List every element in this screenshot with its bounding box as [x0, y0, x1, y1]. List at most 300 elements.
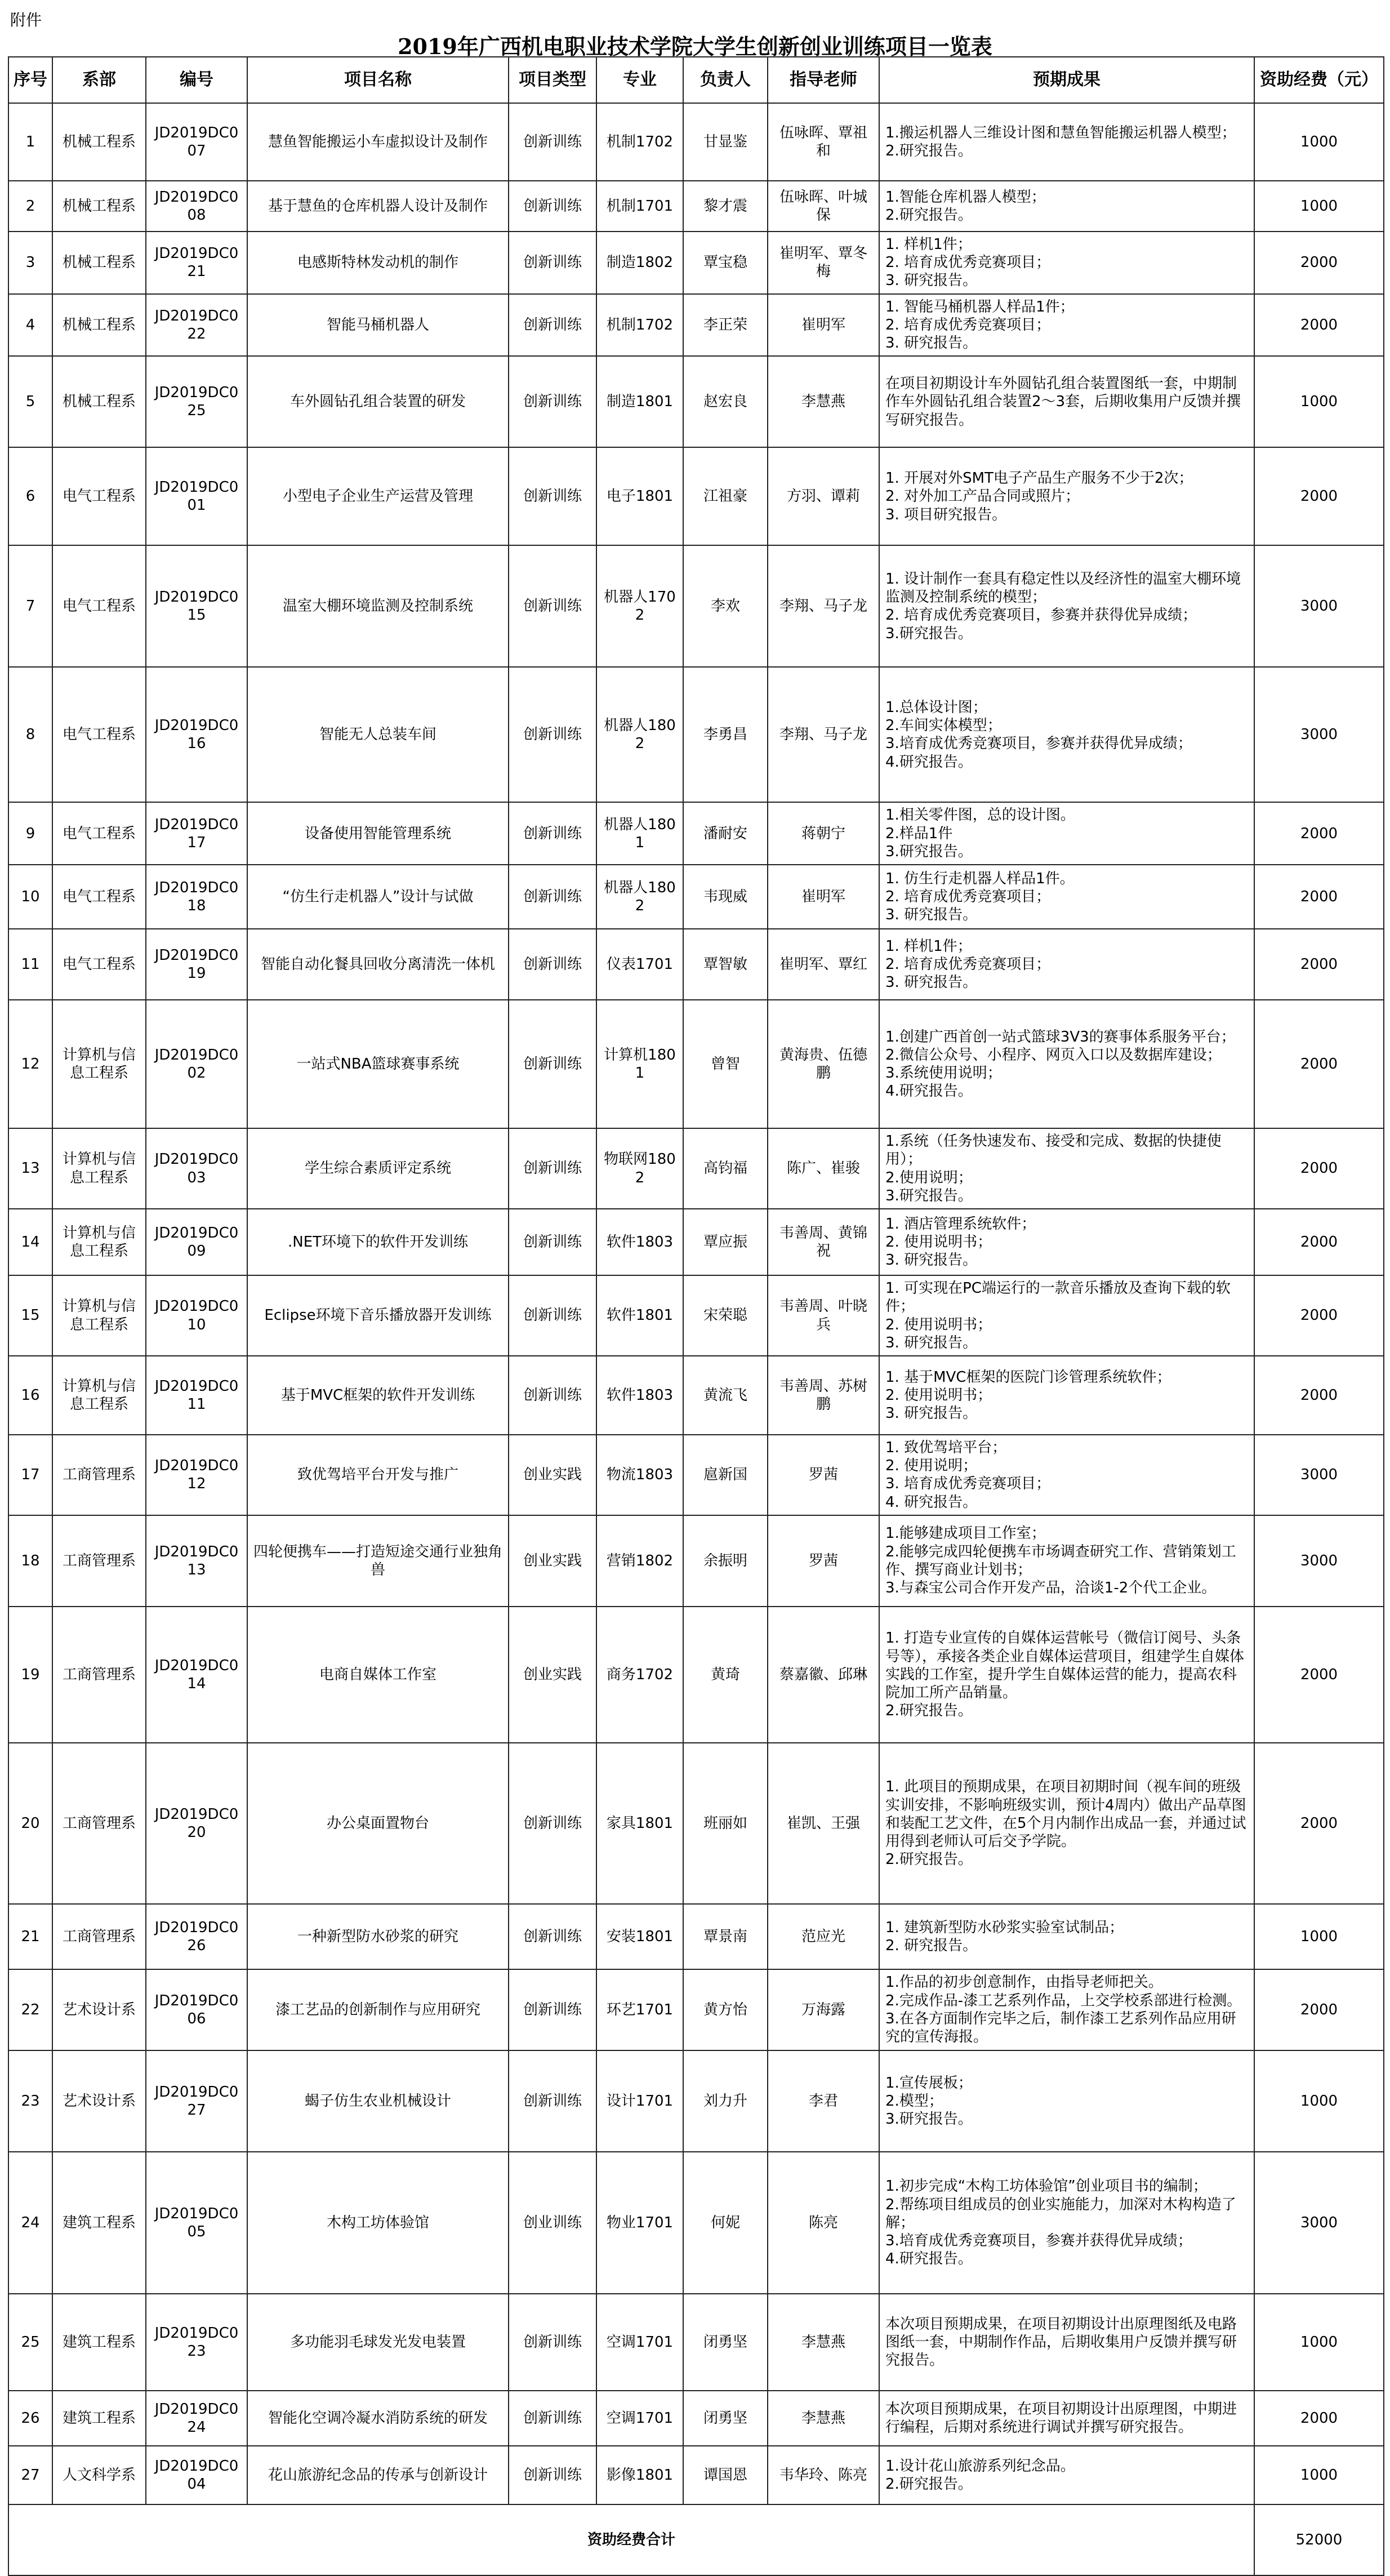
cell-outcome — [879, 545, 1254, 667]
cell-index: 11 — [8, 929, 52, 1000]
cell-funding: 2000 — [1254, 232, 1384, 294]
table-row — [8, 2446, 1384, 2504]
cell-type: 创新训练 — [509, 929, 596, 1000]
cell-code: JD2019DC004 — [146, 2446, 247, 2504]
cell-outcome — [879, 1743, 1254, 1904]
cell-leader: 宋荣聪 — [683, 1275, 768, 1356]
cell-name: 智能无人总装车间 — [247, 667, 509, 802]
cell-major: 机制1702 — [596, 103, 683, 181]
cell-major: 机制1701 — [596, 181, 683, 232]
cell-funding: 2000 — [1254, 865, 1384, 929]
cell-funding: 2000 — [1254, 1128, 1384, 1209]
outcome-line: 2. 培育成优秀竞赛项目； — [885, 254, 1051, 272]
outcome-line: 1. 可实现在PC端运行的一款音乐播放及查询下载的软件； — [885, 1280, 1231, 1315]
cell-department: 计算机与信息工程系 — [52, 1356, 146, 1435]
cell-department: 电气工程系 — [52, 929, 146, 1000]
cell-leader: 韦现威 — [683, 865, 768, 929]
cell-code: JD2019DC007 — [146, 103, 247, 181]
table-row — [8, 1128, 1384, 1209]
cell-department: 机械工程系 — [52, 294, 146, 357]
outcome-line: 4. 研究报告。 — [885, 1493, 978, 1511]
cell-department: 电气工程系 — [52, 447, 146, 545]
table-row — [8, 1356, 1384, 1435]
cell-index: 14 — [8, 1209, 52, 1275]
cell-leader: 黎才震 — [683, 181, 768, 232]
cell-index: 7 — [8, 545, 52, 667]
cell-index: 10 — [8, 865, 52, 929]
header-advisor: 指导老师 — [768, 57, 879, 103]
cell-major: 机器人1802 — [596, 667, 683, 802]
header-leader: 负责人 — [683, 57, 768, 103]
cell-type: 创新训练 — [509, 2294, 596, 2391]
cell-advisor: 蔡嘉徽、邱琳 — [768, 1607, 879, 1743]
outcome-line: 2.研究报告。 — [885, 143, 973, 159]
cell-name: 小型电子企业生产运营及管理 — [247, 447, 509, 545]
cell-advisor: 李君 — [768, 2050, 879, 2152]
cell-index: 27 — [8, 2446, 52, 2504]
outcome-line: 2.车间实体模型； — [885, 717, 1002, 735]
cell-code: JD2019DC017 — [146, 802, 247, 865]
cell-outcome — [879, 1275, 1254, 1356]
cell-code: JD2019DC011 — [146, 1356, 247, 1435]
cell-code: JD2019DC020 — [146, 1743, 247, 1904]
cell-funding: 2000 — [1254, 1607, 1384, 1743]
outcome-line: 2. 培育成优秀竞赛项目； — [885, 888, 1051, 905]
cell-code: JD2019DC002 — [146, 1000, 247, 1128]
cell-index: 13 — [8, 1128, 52, 1209]
cell-leader: 何妮 — [683, 2152, 768, 2294]
cell-leader: 覃宝稳 — [683, 232, 768, 294]
cell-type: 创新训练 — [509, 865, 596, 929]
cell-advisor: 李慧燕 — [768, 2294, 879, 2391]
cell-advisor: 方羽、谭莉 — [768, 447, 879, 545]
project-table — [8, 56, 1384, 2576]
table-body — [8, 103, 1384, 2504]
outcome-line: 1. 致优驾培平台； — [885, 1439, 1007, 1456]
outcome-line: 1. 样机1件； — [885, 937, 972, 955]
outcome-line: 2.模型； — [885, 2092, 943, 2110]
cell-type: 创新训练 — [509, 2050, 596, 2152]
outcome-line: 1. 此项目的预期成果，在项目初期时间（视车间的班级实训安排，不影响班级实训，预计4周内）做出产品草图和装配工艺文件，在5个月内制作出成品一套，并通过试用得到老师认可后交予学院。 — [885, 1778, 1246, 1850]
header-index: 序号 — [8, 57, 52, 103]
cell-index: 3 — [8, 232, 52, 294]
outcome-line: 2.能够完成四轮便携车市场调查研究工作、营销策划工作、撰写商业计划书； — [885, 1543, 1236, 1578]
cell-major: 机器人1802 — [596, 865, 683, 929]
cell-index: 4 — [8, 294, 52, 357]
outcome-line: 在项目初期设计车外圆钻孔组合装置图纸一套，中期制作车外圆钻孔组合装置2～3套，后期收集用户反馈并撰写研究报告。 — [885, 375, 1241, 429]
cell-type: 创新训练 — [509, 232, 596, 294]
cell-name: 电商自媒体工作室 — [247, 1607, 509, 1743]
table-row — [8, 929, 1384, 1000]
cell-index: 1 — [8, 103, 52, 181]
outcome-line: 1.相关零件图，总的设计图。 — [885, 807, 1075, 824]
cell-department: 电气工程系 — [52, 667, 146, 802]
cell-index: 23 — [8, 2050, 52, 2152]
cell-code: JD2019DC016 — [146, 667, 247, 802]
cell-advisor: 韦善周、黄锦祝 — [768, 1209, 879, 1275]
outcome-line: 3. 研究报告。 — [885, 272, 978, 290]
cell-type: 创新训练 — [509, 103, 596, 181]
table-row — [8, 1209, 1384, 1275]
outcome-line: 1.智能仓库机器人模型； — [885, 188, 1046, 206]
cell-outcome — [879, 1435, 1254, 1515]
cell-leader: 甘显鉴 — [683, 103, 768, 181]
annex-label: 附件 — [10, 11, 42, 29]
cell-outcome — [879, 1969, 1254, 2050]
table-row — [8, 1435, 1384, 1515]
cell-major: 环艺1701 — [596, 1969, 683, 2050]
cell-name: “仿生行走机器人”设计与试做 — [247, 865, 509, 929]
cell-leader: 赵宏良 — [683, 356, 768, 447]
cell-major: 制造1802 — [596, 232, 683, 294]
cell-outcome — [879, 929, 1254, 1000]
cell-index: 17 — [8, 1435, 52, 1515]
cell-type: 创新训练 — [509, 2446, 596, 2504]
cell-code: JD2019DC022 — [146, 294, 247, 357]
header-row — [8, 57, 1384, 103]
outcome-line: 2. 使用说明； — [885, 1457, 978, 1475]
cell-funding: 1000 — [1254, 2446, 1384, 2504]
cell-advisor: 李慧燕 — [768, 2391, 879, 2446]
cell-major: 商务1702 — [596, 1607, 683, 1743]
cell-index: 5 — [8, 356, 52, 447]
cell-outcome — [879, 294, 1254, 357]
cell-outcome — [879, 2294, 1254, 2391]
outcome-line: 3.研究报告。 — [885, 2111, 973, 2128]
cell-name: 办公桌面置物台 — [247, 1743, 509, 1904]
cell-major: 空调1701 — [596, 2294, 683, 2391]
cell-outcome — [879, 1128, 1254, 1209]
cell-advisor: 崔凯、王强 — [768, 1743, 879, 1904]
cell-funding: 2000 — [1254, 447, 1384, 545]
cell-code: JD2019DC027 — [146, 2050, 247, 2152]
cell-department: 电气工程系 — [52, 865, 146, 929]
cell-department: 工商管理系 — [52, 1743, 146, 1904]
cell-leader: 黄方怡 — [683, 1969, 768, 2050]
cell-department: 工商管理系 — [52, 1904, 146, 1969]
table-row — [8, 447, 1384, 545]
cell-type: 创新训练 — [509, 181, 596, 232]
table-row — [8, 2152, 1384, 2294]
cell-name: 车外圆钻孔组合装置的研发 — [247, 356, 509, 447]
outcome-line: 2. 研究报告。 — [885, 1937, 978, 1954]
cell-name: 基于MVC框架的软件开发训练 — [247, 1356, 509, 1435]
cell-index: 26 — [8, 2391, 52, 2446]
cell-major: 物联网1802 — [596, 1128, 683, 1209]
cell-advisor: 蒋朝宁 — [768, 802, 879, 865]
outcome-line: 2.研究报告。 — [885, 2475, 973, 2493]
outcome-line: 3.研究报告。 — [885, 625, 973, 642]
cell-leader: 黄琦 — [683, 1607, 768, 1743]
outcome-line: 1. 建筑新型防水砂浆实验室试制品； — [885, 1919, 1124, 1936]
outcome-line: 1. 打造专业宣传的自媒体运营帐号（微信订阅号、头条号等），承接各类企业自媒体运营项目，组建学生自媒体实践的工作室，提升学生自媒体运营的能力，提高农科院加工所产品销量。 — [885, 1630, 1245, 1702]
outcome-line: 3.研究报告。 — [885, 843, 973, 860]
cell-outcome — [879, 1209, 1254, 1275]
cell-code: JD2019DC014 — [146, 1607, 247, 1743]
cell-type: 创业训练 — [509, 2152, 596, 2294]
cell-major: 计算机1801 — [596, 1000, 683, 1128]
table-row — [8, 2050, 1384, 2152]
total-label: 资助经费合计 — [8, 2504, 1254, 2575]
cell-type: 创新训练 — [509, 1128, 596, 1209]
cell-advisor: 万海露 — [768, 1969, 879, 2050]
cell-leader: 扈新国 — [683, 1435, 768, 1515]
cell-outcome — [879, 2152, 1254, 2294]
cell-advisor: 陈广、崔骏 — [768, 1128, 879, 1209]
cell-funding: 1000 — [1254, 103, 1384, 181]
cell-department: 建筑工程系 — [52, 2294, 146, 2391]
outcome-line: 2.完成作品-漆工艺系列作品，上交学校系部进行检测。 — [885, 1992, 1242, 2009]
cell-advisor: 韦华玲、陈亮 — [768, 2446, 879, 2504]
cell-advisor: 黄海贵、伍德鹏 — [768, 1000, 879, 1128]
cell-index: 2 — [8, 181, 52, 232]
table-row — [8, 356, 1384, 447]
cell-name: 慧鱼智能搬运小车虚拟设计及制作 — [247, 103, 509, 181]
outcome-line: 2. 对外加工产品合同或照片； — [885, 488, 1080, 505]
outcome-line: 3. 研究报告。 — [885, 974, 978, 991]
outcome-line: 2. 培育成优秀竞赛项目，参赛并获得优异成绩； — [885, 607, 1197, 624]
table-row — [8, 294, 1384, 357]
header-code: 编号 — [146, 57, 247, 103]
cell-department: 机械工程系 — [52, 356, 146, 447]
outcome-line: 1.宣传展板； — [885, 2074, 973, 2092]
cell-index: 8 — [8, 667, 52, 802]
cell-name: 智能自动化餐具回收分离清洗一体机 — [247, 929, 509, 1000]
cell-leader: 闭勇坚 — [683, 2391, 768, 2446]
outcome-line: 2. 使用说明书； — [885, 1233, 992, 1251]
cell-leader: 曾智 — [683, 1000, 768, 1128]
cell-code: JD2019DC025 — [146, 356, 247, 447]
cell-type: 创新训练 — [509, 1904, 596, 1969]
outcome-line: 3. 研究报告。 — [885, 1405, 978, 1422]
outcome-line: 4.研究报告。 — [885, 1083, 973, 1100]
cell-department: 工商管理系 — [52, 1435, 146, 1515]
cell-funding: 3000 — [1254, 1435, 1384, 1515]
cell-index: 16 — [8, 1356, 52, 1435]
cell-advisor: 罗茜 — [768, 1515, 879, 1607]
cell-advisor: 李翔、马子龙 — [768, 545, 879, 667]
cell-index: 19 — [8, 1607, 52, 1743]
outcome-line: 本次项目预期成果，在项目初期设计出原理图纸及电路图纸一套，中期制作作品，后期收集用户反馈并撰写研究报告。 — [885, 2315, 1237, 2369]
cell-funding: 2000 — [1254, 1356, 1384, 1435]
cell-department: 机械工程系 — [52, 181, 146, 232]
cell-major: 软件1803 — [596, 1356, 683, 1435]
cell-code: JD2019DC010 — [146, 1275, 247, 1356]
cell-major: 物流1803 — [596, 1435, 683, 1515]
cell-outcome — [879, 2050, 1254, 2152]
cell-index: 18 — [8, 1515, 52, 1607]
cell-code: JD2019DC019 — [146, 929, 247, 1000]
cell-code: JD2019DC012 — [146, 1435, 247, 1515]
cell-funding: 2000 — [1254, 1275, 1384, 1356]
outcome-line: 1. 基于MVC框架的医院门诊管理系统软件； — [885, 1368, 1171, 1386]
cell-department: 建筑工程系 — [52, 2152, 146, 2294]
cell-code: JD2019DC026 — [146, 1904, 247, 1969]
cell-type: 创业实践 — [509, 1515, 596, 1607]
cell-index: 6 — [8, 447, 52, 545]
table-row — [8, 1904, 1384, 1969]
cell-leader: 李勇昌 — [683, 667, 768, 802]
cell-code: JD2019DC013 — [146, 1515, 247, 1607]
outcome-line: 1.设计花山旅游系列纪念品。 — [885, 2457, 1075, 2475]
cell-type: 创新训练 — [509, 1000, 596, 1128]
cell-department: 计算机与信息工程系 — [52, 1128, 146, 1209]
cell-name: 致优驾培平台开发与推广 — [247, 1435, 509, 1515]
outcome-line: 3. 项目研究报告。 — [885, 506, 1007, 523]
cell-major: 机器人1702 — [596, 545, 683, 667]
cell-department: 工商管理系 — [52, 1515, 146, 1607]
cell-type: 创新训练 — [509, 294, 596, 357]
table-row — [8, 802, 1384, 865]
cell-department: 计算机与信息工程系 — [52, 1275, 146, 1356]
outcome-line: 2. 使用说明书； — [885, 1386, 992, 1404]
outcome-line: 3. 研究报告。 — [885, 1334, 978, 1351]
cell-outcome — [879, 865, 1254, 929]
cell-outcome — [879, 1515, 1254, 1607]
outcome-line: 2.研究报告。 — [885, 1702, 973, 1720]
cell-index: 15 — [8, 1275, 52, 1356]
cell-major: 软件1803 — [596, 1209, 683, 1275]
cell-outcome — [879, 2391, 1254, 2446]
cell-index: 12 — [8, 1000, 52, 1128]
header-outcome: 预期成果 — [879, 57, 1254, 103]
cell-department: 艺术设计系 — [52, 2050, 146, 2152]
cell-outcome — [879, 1904, 1254, 1969]
cell-leader: 覃景南 — [683, 1904, 768, 1969]
header-department: 系部 — [52, 57, 146, 103]
cell-leader: 覃应振 — [683, 1209, 768, 1275]
cell-funding: 3000 — [1254, 2152, 1384, 2294]
cell-name: 温室大棚环境监测及控制系统 — [247, 545, 509, 667]
cell-funding: 1000 — [1254, 356, 1384, 447]
header-type: 项目类型 — [509, 57, 596, 103]
cell-type: 创新训练 — [509, 1209, 596, 1275]
cell-outcome — [879, 1607, 1254, 1743]
cell-leader: 高钧福 — [683, 1128, 768, 1209]
cell-outcome — [879, 356, 1254, 447]
cell-name: .NET环境下的软件开发训练 — [247, 1209, 509, 1275]
outcome-line: 1.能够建成项目工作室； — [885, 1525, 1046, 1542]
cell-leader: 刘力升 — [683, 2050, 768, 2152]
outcome-line: 3.研究报告。 — [885, 1187, 973, 1204]
cell-department: 建筑工程系 — [52, 2391, 146, 2446]
outcome-line: 3.与森宝公司合作开发产品，洽谈1-2个代工企业。 — [885, 1580, 1217, 1597]
cell-name: 基于慧鱼的仓库机器人设计及制作 — [247, 181, 509, 232]
cell-major: 电子1801 — [596, 447, 683, 545]
outcome-line: 3. 研究报告。 — [885, 1252, 978, 1269]
cell-type: 创新训练 — [509, 1356, 596, 1435]
cell-code: JD2019DC021 — [146, 232, 247, 294]
cell-name: 多功能羽毛球发光发电装置 — [247, 2294, 509, 2391]
outcome-line: 1.作品的初步创意制作，由指导老师把关。 — [885, 1974, 1163, 1991]
cell-funding: 2000 — [1254, 802, 1384, 865]
cell-type: 创新训练 — [509, 447, 596, 545]
outcome-line: 1. 开展对外SMT电子产品生产服务不少于2次； — [885, 470, 1193, 487]
outcome-line: 本次项目预期成果，在项目初期设计出原理图，中期进行编程，后期对系统进行调试并撰写研究报告。 — [885, 2400, 1237, 2436]
header-funding: 资助经费（元） — [1254, 57, 1384, 103]
table-row — [8, 103, 1384, 181]
cell-code: JD2019DC015 — [146, 545, 247, 667]
cell-name: 设备使用智能管理系统 — [247, 802, 509, 865]
cell-leader: 谭国恩 — [683, 2446, 768, 2504]
cell-outcome — [879, 103, 1254, 181]
cell-name: 学生综合素质评定系统 — [247, 1128, 509, 1209]
outcome-line: 1. 设计制作一套具有稳定性以及经济性的温室大棚环境监测及控制系统的模型； — [885, 570, 1241, 606]
cell-outcome — [879, 232, 1254, 294]
cell-major: 安装1801 — [596, 1904, 683, 1969]
cell-outcome — [879, 667, 1254, 802]
cell-advisor: 李慧燕 — [768, 356, 879, 447]
outcome-line: 3. 研究报告。 — [885, 335, 978, 352]
outcome-line: 2.帮练项目组成员的创业实施能力，加深对木构构造了解； — [885, 2196, 1236, 2231]
cell-advisor: 韦善周、苏树鹏 — [768, 1356, 879, 1435]
cell-name: 蝎子仿生农业机械设计 — [247, 2050, 509, 2152]
page-title: 2019年广西机电职业技术学院大学生创新创业训练项目一览表 — [398, 34, 992, 59]
cell-advisor: 伍咏晖、叶城保 — [768, 181, 879, 232]
header-major: 专业 — [596, 57, 683, 103]
outcome-line: 2.样品1件 — [885, 825, 953, 842]
cell-department: 机械工程系 — [52, 103, 146, 181]
cell-department: 电气工程系 — [52, 545, 146, 667]
cell-major: 物业1701 — [596, 2152, 683, 2294]
cell-type: 创业实践 — [509, 1607, 596, 1743]
cell-funding: 1000 — [1254, 1904, 1384, 1969]
outcome-line: 2. 培育成优秀竞赛项目； — [885, 955, 1051, 973]
cell-code: JD2019DC018 — [146, 865, 247, 929]
table-row — [8, 545, 1384, 667]
cell-name: 漆工艺品的创新制作与应用研究 — [247, 1969, 509, 2050]
outcome-line: 2.使用说明； — [885, 1169, 973, 1186]
cell-name: Eclipse环境下音乐播放器开发训练 — [247, 1275, 509, 1356]
cell-major: 机制1702 — [596, 294, 683, 357]
cell-funding: 2000 — [1254, 929, 1384, 1000]
table-row — [8, 865, 1384, 929]
cell-type: 创新训练 — [509, 1969, 596, 2050]
cell-code: JD2019DC024 — [146, 2391, 247, 2446]
cell-index: 25 — [8, 2294, 52, 2391]
outcome-line: 2. 使用说明书； — [885, 1316, 992, 1333]
cell-advisor: 崔明军、覃红 — [768, 929, 879, 1000]
table-row — [8, 1969, 1384, 2050]
table-row — [8, 181, 1384, 232]
cell-type: 创新训练 — [509, 545, 596, 667]
cell-outcome — [879, 802, 1254, 865]
cell-name: 一种新型防水砂浆的研究 — [247, 1904, 509, 1969]
cell-advisor: 范应光 — [768, 1904, 879, 1969]
outcome-line: 1.初步完成“木构工坊体验馆”创业项目书的编制； — [885, 2178, 1208, 2195]
cell-index: 24 — [8, 2152, 52, 2294]
cell-funding: 2000 — [1254, 1000, 1384, 1128]
cell-type: 创新训练 — [509, 1275, 596, 1356]
cell-funding: 1000 — [1254, 181, 1384, 232]
cell-leader: 江祖豪 — [683, 447, 768, 545]
cell-major: 营销1802 — [596, 1515, 683, 1607]
outcome-line: 3.在各方面制作完毕之后，制作漆工艺系列作品应用研究的宣传海报。 — [885, 2010, 1236, 2046]
cell-code: JD2019DC008 — [146, 181, 247, 232]
cell-leader: 李欢 — [683, 545, 768, 667]
cell-department: 艺术设计系 — [52, 1969, 146, 2050]
cell-department: 计算机与信息工程系 — [52, 1209, 146, 1275]
cell-type: 创新训练 — [509, 356, 596, 447]
cell-code: JD2019DC001 — [146, 447, 247, 545]
cell-advisor: 崔明军 — [768, 294, 879, 357]
cell-funding: 2000 — [1254, 2391, 1384, 2446]
cell-advisor: 罗茜 — [768, 1435, 879, 1515]
cell-index: 20 — [8, 1743, 52, 1904]
cell-index: 9 — [8, 802, 52, 865]
outcome-line: 2. 培育成优秀竞赛项目； — [885, 316, 1051, 333]
cell-major: 设计1701 — [596, 2050, 683, 2152]
